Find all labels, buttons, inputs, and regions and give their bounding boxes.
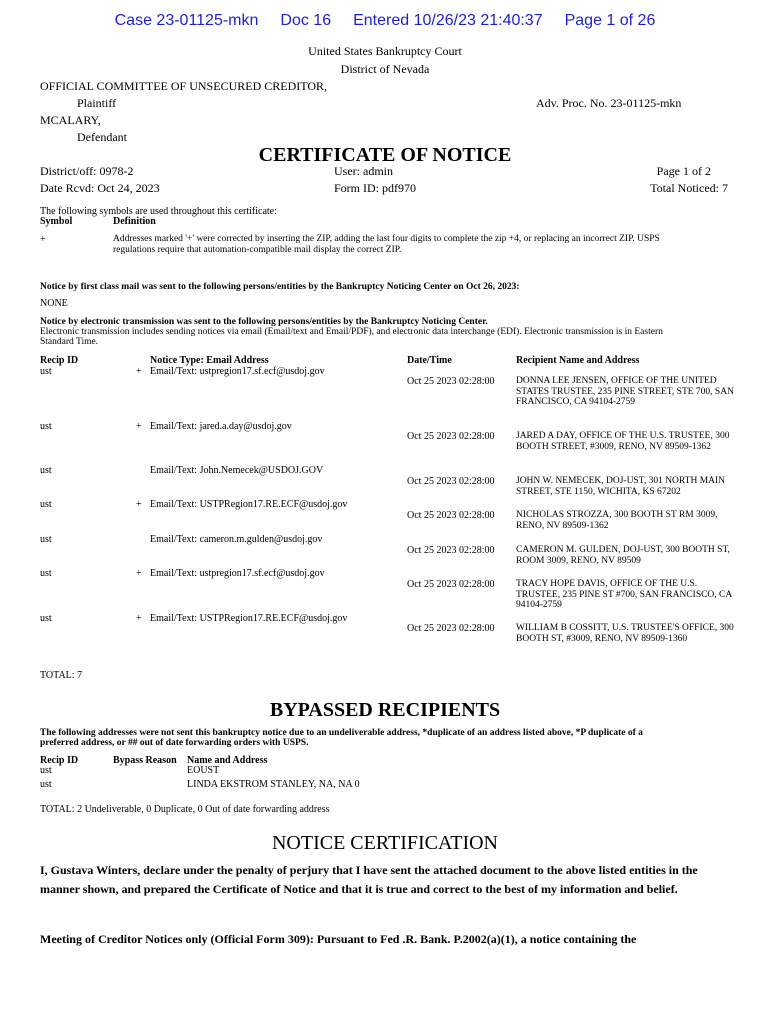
bypass-header-recip-id: Recip ID [40,755,79,766]
bypass-name: LINDA EKSTROM STANLEY, NA, NA 0 [187,779,360,790]
bypass-header-reason: Bypass Reason [113,755,177,766]
recip-id: ust [40,534,52,545]
symbol-definition-line2: regulations require that automation-compatible mail display the correct ZIP. [113,245,402,255]
col-header-recipient: Recipient Name and Address [516,355,640,366]
form-id: Form ID: pdf970 [334,181,416,195]
bypass-recip-id: ust [40,765,52,776]
email-address: Email/Text: USTPRegion17.RE.ECF@usdoj.gov [150,499,348,510]
court-district: District of Nevada [340,62,430,76]
recipient-address: JARED A DAY, OFFICE OF THE U.S. TRUSTEE, 300 BOOTH STREET, #3009, RENO, NV 89509-1362 [516,431,730,452]
recipient-address: TRACY HOPE DAVIS, OFFICE OF THE U.S. TRUSTEE, 235 PINE ST #700, SAN FRANCISCO, CA 94104-2759 [516,579,732,610]
electronic-total: TOTAL: 7 [40,670,83,681]
col-header-datetime: Date/Time [407,355,452,366]
user: User: admin [334,164,393,178]
recip-id: ust [40,465,52,476]
plus-marker: + [136,499,142,510]
col-header-notice-type: Notice Type: Email Address [150,355,269,366]
plus-marker: + [136,421,142,432]
stamp-page: Page 1 of 26 [564,12,656,29]
stamp-case: Case 23-01125-mkn [114,12,259,29]
symbol-plus: + [40,234,46,245]
email-address: Email/Text: ustpregion17.sf.ecf@usdoj.gov [150,568,325,579]
datetime: Oct 25 2023 02:28:00 [407,623,495,634]
bypassed-total: TOTAL: 2 Undeliverable, 0 Duplicate, 0 Out of date forwarding address [40,804,330,815]
adv-proc-number: Adv. Proc. No. 23-01125-mkn [536,96,682,110]
plaintiff-name: OFFICIAL COMMITTEE OF UNSECURED CREDITOR, [40,79,328,93]
bypass-header-name: Name and Address [187,755,268,766]
recip-id: ust [40,366,52,377]
defendant-name: MCALARY, [40,113,101,127]
electronic-desc-line2: Standard Time. [40,337,99,347]
datetime: Oct 25 2023 02:28:00 [407,431,495,442]
bypass-recip-id: ust [40,779,52,790]
certificate-page: Page 1 of 2 [656,164,711,178]
first-class-heading: Notice by first class mail was sent to the following persons/entities by the Bankruptcy Noticing Center on Oct 26, 2023: [40,282,520,292]
plus-marker: + [136,613,142,624]
recip-id: ust [40,568,52,579]
recipient-address: CAMERON M. GULDEN, DOJ-UST, 300 BOOTH ST, ROOM 3009, RENO, NV 89509 [516,545,730,566]
recip-id: ust [40,421,52,432]
symbols-intro: The following symbols are used throughout this certificate: [40,206,277,217]
symbol-definition-line1: Addresses marked '+' were corrected by inserting the ZIP, adding the last four digits to complete the zip +4, or replacing an incorrect ZIP. USPS [113,234,660,244]
datetime: Oct 25 2023 02:28:00 [407,510,495,521]
definition-header: Definition [113,216,156,227]
recipient-address: WILLIAM B COSSITT, U.S. TRUSTEE'S OFFICE, 300 BOOTH ST, #3009, RENO, NV 89509-1360 [516,623,734,644]
meeting-of-creditor-paragraph: Meeting of Creditor Notices only (Official Form 309): Pursuant to Fed .R. Bank. P.2002(a)(1), a notice containing the [40,932,637,946]
recipient-address: JOHN W. NEMECEK, DOJ-UST, 301 NORTH MAIN STREET, STE 1150, WICHITA, KS 67202 [516,476,726,497]
bypassed-title: BYPASSED RECIPIENTS [269,699,501,721]
bypassed-desc-line2: preferred address, or ## out of date forwarding orders with USPS. [40,738,309,748]
date-received: Date Rcvd: Oct 24, 2023 [40,181,160,195]
col-header-recip-id: Recip ID [40,355,79,366]
datetime: Oct 25 2023 02:28:00 [407,579,495,590]
district-office: District/off: 0978-2 [40,164,134,178]
certificate-title: CERTIFICATE OF NOTICE [258,144,512,166]
total-noticed: Total Noticed: 7 [650,181,728,195]
stamp-doc: Doc 16 [280,12,332,29]
datetime: Oct 25 2023 02:28:00 [407,545,495,556]
email-address: Email/Text: cameron.m.gulden@usdoj.gov [150,534,323,545]
electronic-heading: Notice by electronic transmission was sent to the following persons/entities by the Bankruptcy Noticing Center. [40,317,488,327]
plus-marker: + [136,568,142,579]
symbol-header: Symbol [40,216,73,227]
defendant-role: Defendant [77,130,127,144]
court-name: United States Bankruptcy Court [308,44,462,58]
stamp-entered: Entered 10/26/23 21:40:37 [353,12,543,29]
plaintiff-role: Plaintiff [77,96,117,110]
plus-marker: + [136,366,142,377]
bypassed-desc-line1: The following addresses were not sent this bankruptcy notice due to an undeliverable address, *duplicate of an address listed above, *P duplicate of a [40,728,643,738]
recip-id: ust [40,499,52,510]
datetime: Oct 25 2023 02:28:00 [407,476,495,487]
case-stamp [0,12,770,30]
email-address: Email/Text: jared.a.day@usdoj.gov [150,421,292,432]
email-address: Email/Text: USTPRegion17.RE.ECF@usdoj.gov [150,613,348,624]
electronic-desc-line1: Electronic transmission includes sending notices via email (Email/text and Email/PDF), and electronic data interchange (EDI). Electronic transmission is in Eastern [40,327,663,337]
notice-certification-title: NOTICE CERTIFICATION [271,832,498,854]
bypass-name: EOUST [187,765,220,776]
first-class-value: NONE [40,298,68,309]
email-address: Email/Text: John.Nemecek@USDOJ.GOV [150,465,324,476]
datetime: Oct 25 2023 02:28:00 [407,376,495,387]
recip-id: ust [40,613,52,624]
recipient-address: NICHOLAS STROZZA, 300 BOOTH ST RM 3009, RENO, NV 89509-1362 [516,510,718,531]
email-address: Email/Text: ustpregion17.sf.ecf@usdoj.gov [150,366,325,377]
certification-paragraph: I, Gustava Winters, declare under the penalty of perjury that I have sent the attached document to the above listed entities in the manner shown, and prepared the Certificate of Notice and that it is true and correct to the best of my information and belief. [40,863,698,896]
recipient-address: DONNA LEE JENSEN, OFFICE OF THE UNITED STATES TRUSTEE, 235 PINE STREET, STE 700, SAN FRANCISCO, CA 94104-2759 [516,376,734,407]
